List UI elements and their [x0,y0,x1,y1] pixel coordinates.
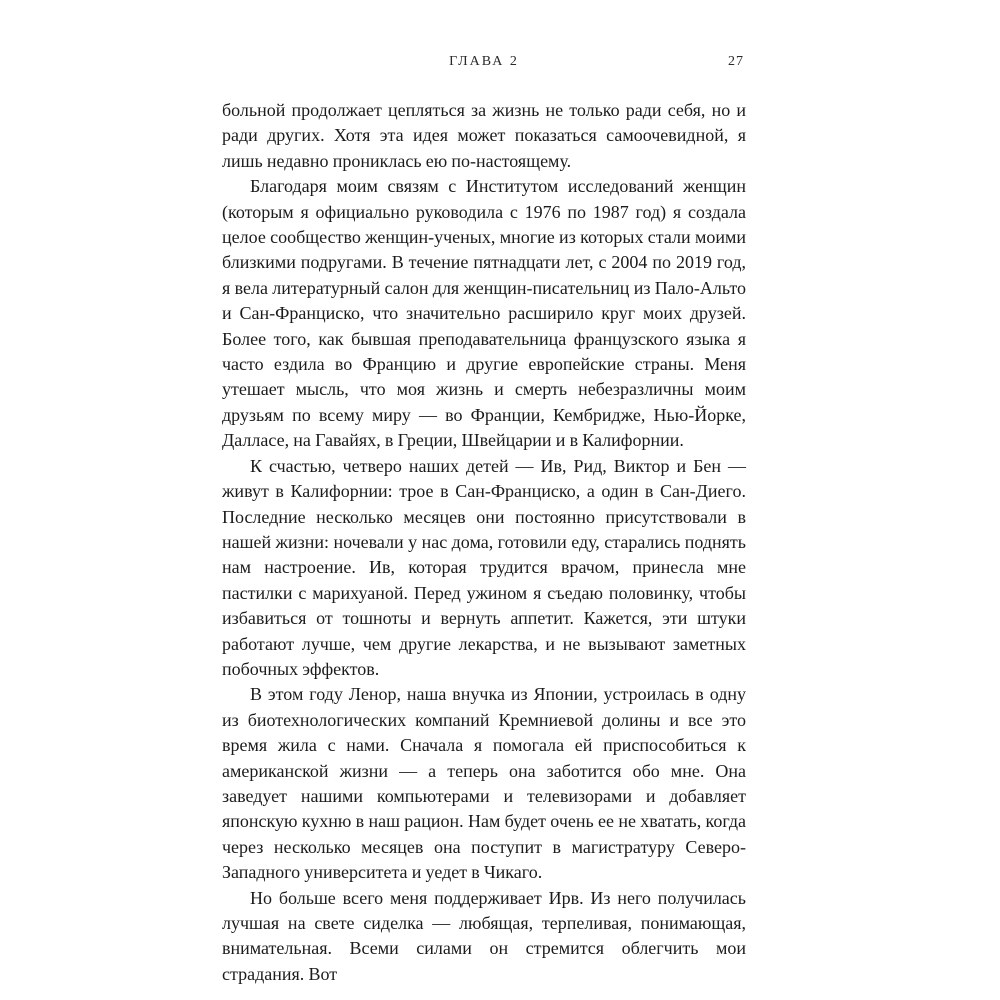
paragraph: В этом году Ленор, наша внучка из Японии, устроилась в одну из биотехнологических компаний Кремниевой долины и все это время жила с нами. Сначала я помогала ей приспособиться к американской жизни — а теперь она заботится обо мне. Она заведует нашими компьютерами и телевизорами и добавляет японскую кухню в наш рацион. Нам будет очень ее не хватать, когда через несколько месяцев она поступит в магистратуру Северо-Западного университета и уедет в Чикаго. [222,684,746,883]
page-number: 27 [728,54,744,69]
paragraph: К счастью, четверо наших детей — Ив, Рид, Виктор и Бен — живут в Калифорнии: трое в Сан-Франциско, а один в Сан-Диего. Последние несколько месяцев они постоянно присутствовали в нашей жизни: ночевали у нас дома, готовили еду, старались поднять нам настроение. Ив, которая трудится врачом, принесла мне пастилки с марихуаной. Перед ужином я съедаю половинку, чтобы избавиться от тошноты и вернуть аппетит. Кажется, эти штуки работают лучше, чем другие лекарства, и не вызывают заметных побочных эффектов. [222,455,746,679]
page-body [222,98,746,987]
page-content [222,54,746,987]
paragraph: Благодаря моим связям с Институтом исследований женщин (которым я официально руководила с 1976 по 1987 год) я создала целое сообщество женщин-ученых, многие из которых стали моими близкими подругами. В течение пятнадцати лет, с 2004 по 2019 год, я вела литературный салон для женщин-писательниц из Пало-Альто и Сан-Франциско, что значительно расширило круг моих друзей. Более того, как бывшая преподавательница французского языка я часто ездила во Францию и другие европейские страны. Меня утешает мысль, что моя жизнь и смерть небезразличны моим друзьям по всему миру — во Франции, Кембридже, Нью-Йорке, Далласе, на Гавайях, в Греции, Швейцарии и в Калифорнии. [222,176,746,451]
paragraph: Но больше всего меня поддерживает Ирв. Из него получилась лучшая на свете сиделка — любящая, терпеливая, понимающая, внимательная. Всеми силами он стремится облегчить мои страдания. Вот [222,887,746,984]
page-header [222,54,746,74]
paragraph: больной продолжает цепляться за жизнь не только ради себя, но и ради других. Хотя эта идея может показаться самоочевидной, я лишь недавно прониклась ею по-настоящему. [222,100,746,171]
chapter-heading: ГЛАВА 2 [449,54,519,69]
